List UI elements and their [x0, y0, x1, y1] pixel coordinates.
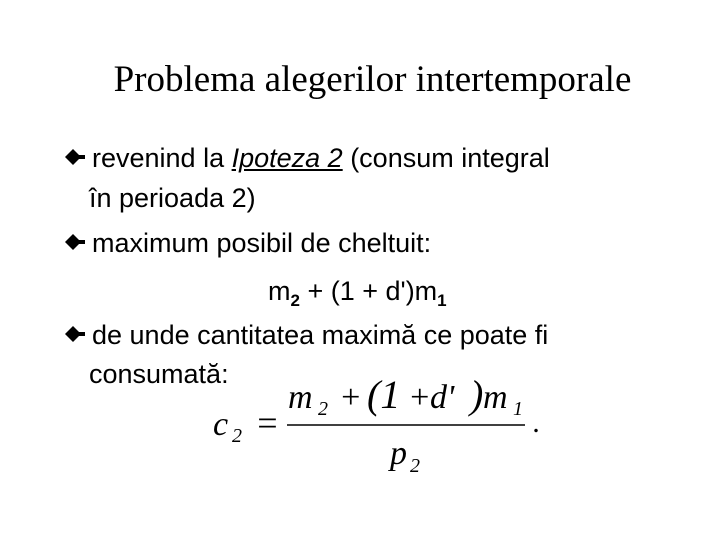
bullet-3-text: de unde cantitatea maximă ce poate fi: [92, 320, 549, 350]
num-m2-sub: 2: [318, 398, 328, 420]
bullet-3-continuation: consumată:: [89, 359, 229, 389]
num-m2: m: [288, 379, 313, 416]
eq-lhs: c: [213, 406, 229, 443]
bullet-item-2: [62, 225, 431, 261]
num-m1: m: [483, 379, 508, 416]
eq-period: .: [533, 406, 541, 439]
num-d: d': [430, 379, 455, 416]
bullet-item-1: [62, 140, 550, 176]
eq-equals: =: [255, 403, 280, 443]
bullet-1-suffix: (consum integral: [342, 143, 550, 173]
num-plus2: +: [408, 379, 431, 416]
bullet-2-text: maximum posibil de cheltuit:: [92, 228, 432, 258]
diamond-bullet-icon: [62, 146, 88, 168]
num-paren: (1: [367, 372, 401, 417]
num-close: ): [470, 372, 484, 417]
ipoteza-link[interactable]: Ipoteza 2: [231, 143, 343, 173]
slide-title: Problema alegerilor intertemporale: [113, 59, 632, 100]
eq-lhs-sub: 2: [232, 425, 242, 447]
diamond-bullet-icon: [62, 231, 88, 253]
bullet-item-3: [62, 317, 548, 353]
bullet-1-prefix: revenind la: [92, 143, 232, 173]
den-p: p: [390, 435, 407, 472]
num-plus: +: [339, 379, 362, 416]
den-sub: 2: [410, 455, 420, 477]
consumption-equation: [205, 372, 565, 482]
num-m1-sub: 1: [513, 398, 523, 420]
bullet-1-continuation: în perioada 2): [89, 183, 256, 213]
max-spending-formula: $m_2 + (1 + d')m_1$: [268, 276, 447, 310]
diamond-bullet-icon: [62, 323, 88, 345]
